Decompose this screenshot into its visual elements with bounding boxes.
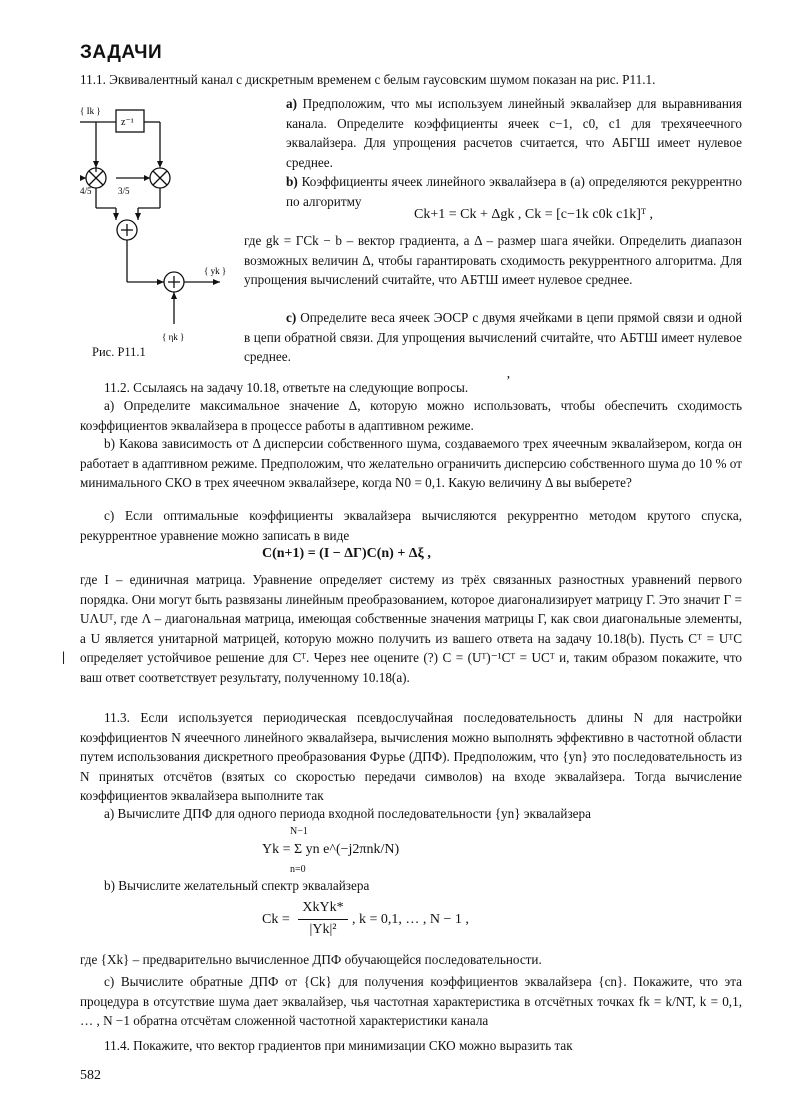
noise-label: { ηk }: [162, 332, 185, 342]
problem-11-1-b: [286, 172, 742, 211]
item-c-text: Определите веса ячеек ЭОСР с двумя ячейками в цепи прямой связи и одной в цепи обратной связи. Для упрощения вычислений считайте, что АБТШ имеет нулевое среднее.: [244, 310, 743, 364]
problem-11-3-intro: [80, 708, 742, 806]
item-a-text: Предположим, что мы используем линейный эквалайзер для выравнивания канала. Определите коэффициенты ячеек c−1, c0, c1 для трехячеечного эквалайзера. Для упрощения расчетов считается, что АБГШ имеет нулевое среднее.: [286, 96, 742, 170]
stray-mark: ʼ: [506, 374, 511, 389]
problem-11-2-a-text: a) Определите максимальное значение Δ, которую можно использовать, чтобы обеспечить сходимость коэффициентов эквалайзера в процессе работы в адаптивном режиме.: [80, 398, 742, 433]
margin-mark: |: [62, 650, 66, 665]
problem-11-3-c: [80, 972, 742, 1031]
equation-spectrum-lhs: Ck =: [262, 912, 290, 927]
problem-11-3-b-continuation: где {Xk} – предварительно вычисленное ДПФ обучающейся последовательности.: [80, 952, 542, 967]
equation-recurrence: Ck+1 = Ck + Δgk , Ck = [c−1k c0k c1k]ᵀ ,: [414, 207, 654, 222]
arrow-gain-1: [80, 175, 86, 181]
problem-11-1-b-cont: [244, 231, 742, 290]
equation-spectrum-denominator: |Yk|²: [309, 922, 337, 937]
equation-dft-lower-limit: n=0: [290, 864, 306, 875]
delay-label: z⁻¹: [121, 117, 134, 128]
figure-p11-1: [80, 102, 250, 347]
problem-11-2-c-text: c) Если оптимальные коэффициенты эквалайзера вычисляются рекуррентно методом крутого спуска, рекуррентное уравнение можно записать в виде: [80, 508, 742, 543]
gain-2-label: 3/5: [118, 186, 130, 196]
fraction-bar: [298, 919, 348, 920]
problem-11-1-a: [286, 94, 742, 172]
equation-steepest-descent: C(n+1) = (I − ΔΓ)C(n) + Δξ ,: [262, 546, 431, 561]
page-number: 582: [80, 1068, 101, 1083]
problem-11-3-b-cont: [80, 950, 742, 970]
problem-11-2-intro: [80, 378, 742, 398]
problem-11-2-c: [80, 506, 742, 545]
problem-11-4-intro: [80, 1036, 742, 1056]
problem-11-2-b: [80, 434, 742, 493]
item-b-label: b): [286, 174, 298, 189]
problem-11-3-intro-text: 11.3. Если используется периодическая псевдослучайная последовательность длины N для настройки коэффициентов N ячеечного линейного эквалайзера, вычисления можно выполнять эффективно в частотной области путем использования дискретного преобразования Фурье (ДПФ). Предположим, что {yn} это последовательность из N принятых отсчётов (взятых со скоростью передачи символов) на входе эквалайзера. Тогда вычисление коэффициентов эквалайзера выполните так: [80, 710, 742, 803]
problem-11-1-c: [244, 308, 742, 367]
problem-11-1-intro-text: 11.1. Эквивалентный канал с дискретным временем с белым гаусовским шумом показан на рис. P11.1.: [80, 72, 656, 87]
problem-11-2-a: [80, 396, 742, 435]
equation-spectrum-rhs: , k = 0,1, … , N − 1 ,: [352, 912, 469, 927]
item-c-label: c): [286, 310, 297, 325]
arrow-gain-2: [144, 175, 150, 181]
section-title: ЗАДАЧИ: [80, 42, 163, 63]
problem-11-3-c-text: c) Вычислите обратные ДПФ от {Ck} для получения коэффициентов эквалайзера {cn}. Покажите, что эта процедура в отсутствие шума дает эквалайзер, чья частотная характеристика в отсчётных точках fk = k/NT, k = 0,1, … , N −1 обратна отсчётам сложенной частотной характеристики канала: [80, 974, 742, 1028]
equation-dft-upper-limit: N−1: [290, 826, 308, 837]
item-b-text: Коэффициенты ячеек линейного эквалайзера в (а) определяются рекуррентно по алгоритму: [286, 174, 742, 209]
equation-dft-body: Yk = Σ yn e^(−j2πnk/N): [262, 842, 400, 857]
item-a-label: a): [286, 96, 297, 111]
problem-11-3-b-text: b) Вычислите желательный спектр эквалайзера: [104, 878, 370, 893]
arrow-down-1: [93, 161, 99, 168]
problem-11-3-a: [80, 804, 742, 824]
equation-spectrum-numerator: XkYk*: [302, 900, 344, 915]
gain-1-label: 4/5: [80, 186, 92, 196]
problem-11-3-a-text: a) Вычислите ДПФ для одного периода входной последовательности {yn} эквалайзера: [104, 806, 591, 821]
figure-caption: Рис. P11.1: [92, 345, 146, 359]
output-label: { yk }: [204, 266, 227, 276]
problem-11-2-intro-text: 11.2. Ссылаясь на задачу 10.18, ответьте на следующие вопросы.: [104, 380, 469, 395]
noise-arrow: [171, 292, 177, 299]
problem-11-2-b-text: b) Какова зависимость от Δ дисперсии собственного шума, создаваемого трех ячеечным эквалайзером, когда он работает в адаптивном режиме. Предположим, что желательно ограничить дисперсию собственного шума до 10 % от минимального СКО в трех ячеечном эквалайзере, когда N0 = 0,1. Какую величину Δ вы выберете?: [80, 436, 742, 490]
problem-11-1-intro: [80, 70, 740, 90]
problem-11-2-c-cont: [80, 570, 742, 687]
equation-dft: [262, 842, 399, 858]
arrow-down-2: [157, 161, 163, 168]
input-label: { Ik }: [80, 106, 101, 116]
problem-11-2-c-continuation: где I – единичная матрица. Уравнение определяет систему из трёх связанных разностных уравнений первого порядка. Они могут быть развязаны линейным преобразованием, которое диагонализирует матрицу Γ. Это значит Γ = UΛUᵀ, где Λ – диагональная матрица, имеющая собственные значения матрицы Γ, как свои диагональные элементы, а U является унитарной матрицей, которую можно получить из вашего ответа на задачу 10.18(b). Пусть Cᵀ = UᵀC определяет устойчивое решение для Cᵀ. Через нее оцените (?) C = (Uᵀ)⁻¹Cᵀ = UCᵀ и, таким образом покажите, что ваш ответ соответствует результату, полученному 10.18(a).: [80, 572, 742, 685]
problem-11-3-b: [80, 876, 742, 896]
item-b-continuation: где gk = ΓCk − b – вектор градиента, а Δ – размер шага ячейки. Определить диапазон возможных величин Δ, чтобы гарантировать сходимость рекуррентного алгоритма. Для упрощения вычислений считайте, что АБТШ имеет нулевое среднее.: [244, 233, 742, 287]
problem-11-4-intro-text: 11.4. Покажите, что вектор градиентов при минимизации СКО можно выразить так: [104, 1038, 573, 1053]
output-arrow: [213, 279, 220, 285]
